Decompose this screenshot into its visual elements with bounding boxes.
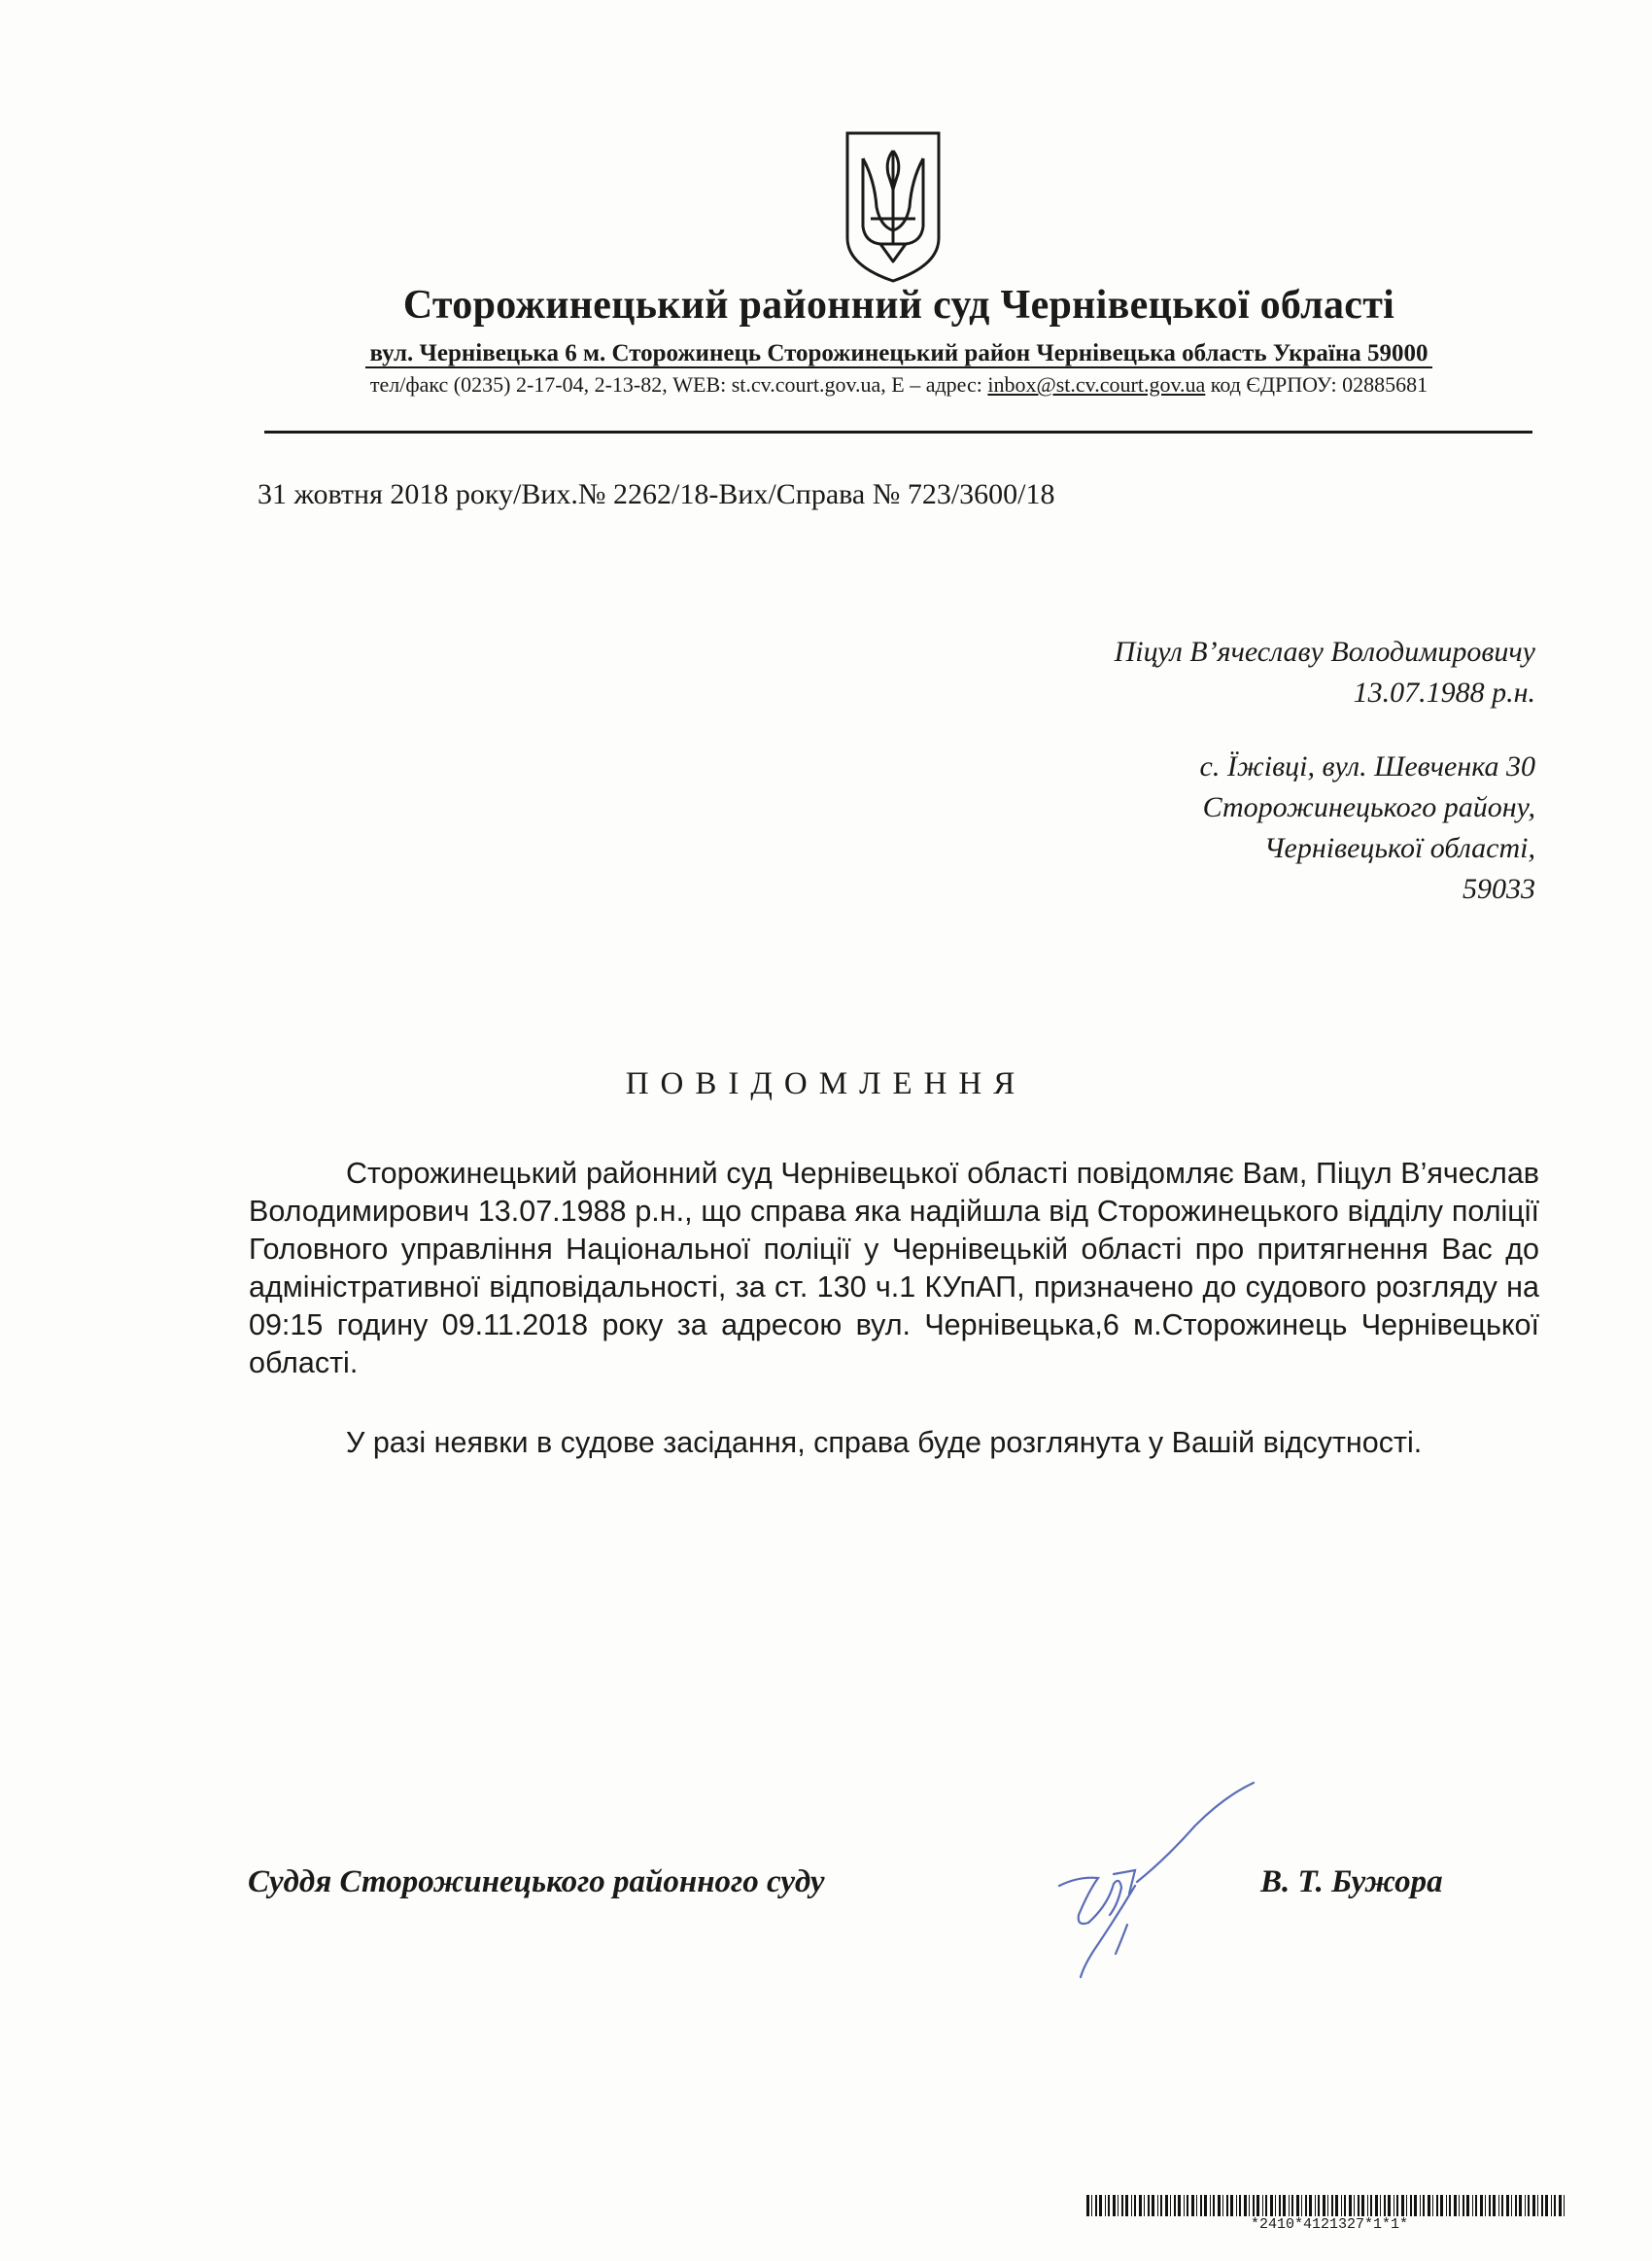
notice-body [249,1155,1539,1504]
court-address-text: вул. Чернівецька 6 м. Сторожинець Сторожинецький район Чернівецька область Україна 59000 [365,340,1431,368]
recipient-address-line: Чернівецької області, [1263,832,1535,864]
recipient-postcode: 59033 [1463,873,1535,905]
barcode-number: *2410*4121327*1*1* [1250,2216,1409,2233]
recipient-name: Піцул В’ячеславу Володимировичу [1114,636,1535,668]
recipient-address-line: с. Їжівці, вул. Шевченка 30 [1199,750,1535,783]
recipient-block [1115,632,1535,713]
notice-title: ПОВІДОМЛЕННЯ [625,1066,1027,1101]
court-name: Сторожинецький районний суд Чернівецької області [402,283,1395,328]
notice-paragraph: У разі неявки в судове засідання, справа буде розглянута у Вашій відсутності. [346,1426,1423,1459]
trident-emblem-icon [842,129,945,285]
notice-paragraph: Сторожинецький районний суд Чернівецької області повідомляє Вам, Піцул В’ячеслав Володимирович 13.07.1988 р.н., що справа яка надійшла від Сторожинецького відділу поліції Головного управління Національної поліції у Чернівецькій області про притягнення Вас до адміністративної відповідальності, за ст. 130 ч.1 КУпАП, призначено до судового розгляду на 09:15 годину 09.11.2018 року за адресою вул. Чернівецька,6 м.Сторожинець Чернівецької області. [249,1157,1539,1379]
recipient-address-line: Сторожинецького району, [1202,791,1535,823]
recipient-address [1200,747,1535,910]
judge-name: В. Т. Бужора [1260,1864,1443,1899]
barcode [1086,2195,1570,2216]
judge-title: Суддя Сторожинецького районного суду [248,1864,825,1899]
contacts-phone-web: тел/факс (0235) 2-17-04, 2-13-82, WEB: st.cv.court.gov.ua, E – адрес: [369,372,988,397]
contacts-email-link[interactable]: inbox@st.cv.court.gov.ua [987,372,1206,397]
recipient-birthdate: 13.07.1988 р.н. [1353,677,1535,709]
court-address [243,340,1555,367]
header-divider [264,431,1532,434]
outgoing-reference: 31 жовтня 2018 року/Вих.№ 2262/18-Вих/Справа № 723/3600/18 [258,478,1055,510]
contacts-edrpou: код ЄДРПОУ: 02885681 [1205,372,1428,397]
court-contacts [224,372,1574,398]
